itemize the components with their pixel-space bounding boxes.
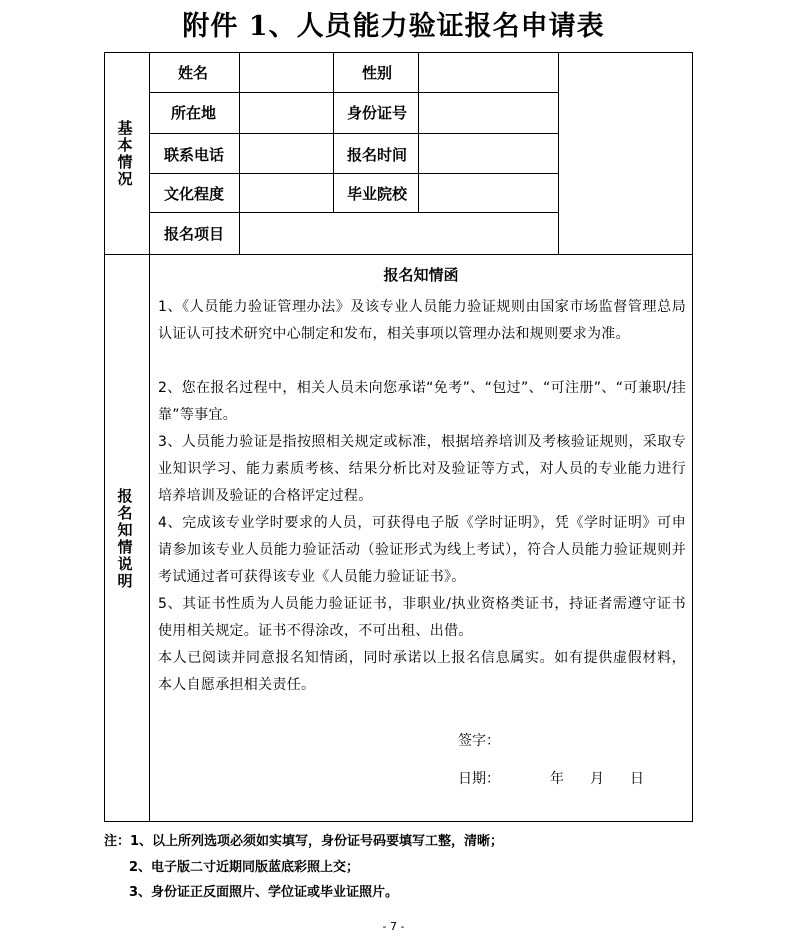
notice-paragraph-2: 2、您在报名过程中，相关人员未向您承诺“免考”、“包过”、“可注册”、“可兼职/挂靠”等事宜。 bbox=[158, 380, 686, 423]
id-number-label: 身份证号 bbox=[347, 104, 408, 122]
section-basic-label: 基本情况 bbox=[117, 119, 133, 188]
phone-input[interactable] bbox=[240, 134, 333, 173]
project-label: 报名项目 bbox=[164, 225, 225, 243]
table-line bbox=[149, 52, 150, 822]
signature-field[interactable] bbox=[500, 728, 680, 750]
notice-paragraph-6: 本人已阅读并同意报名知情函，同时承诺以上报名信息属实。如有提供虚假材料，本人自愿承担相关责任。 bbox=[158, 650, 686, 693]
location-input[interactable] bbox=[240, 93, 333, 133]
name-label: 姓名 bbox=[178, 64, 209, 82]
table-line bbox=[333, 52, 334, 213]
notice-paragraph-4: 4、完成该专业学时要求的人员，可获得电子版《学时证明》，凭《学时证明》可申请参加该专业人员能力验证活动（验证形式为线上考试），符合人员能力验证规则并考试通过者可获得该专业《人员能力验证证书》。 bbox=[158, 515, 686, 585]
name-input[interactable] bbox=[240, 53, 333, 92]
id-number-input[interactable] bbox=[419, 93, 558, 133]
education-input[interactable] bbox=[240, 174, 333, 212]
phone-label: 联系电话 bbox=[164, 146, 225, 164]
register-time-label: 报名时间 bbox=[347, 146, 408, 164]
education-label: 文化程度 bbox=[164, 185, 225, 203]
notice-paragraph-5: 5、其证书性质为人员能力验证证书，非职业/执业资格类证书，持证者需遵守证书使用相关规定。证书不得涂改，不可出租、出借。 bbox=[158, 596, 686, 639]
date-label: 日期： bbox=[458, 771, 500, 787]
register-time-input[interactable] bbox=[419, 134, 558, 173]
table-line bbox=[104, 254, 693, 255]
section-notice-label: 报名知情说明 bbox=[117, 487, 133, 590]
gender-input[interactable] bbox=[419, 53, 558, 92]
note-3: 3、身份证正反面照片、学位证或毕业证照片。 bbox=[129, 885, 399, 900]
gender-label: 性别 bbox=[362, 64, 393, 82]
notice-title: 报名知情函 bbox=[383, 266, 459, 284]
date-month: 月 bbox=[590, 771, 604, 787]
notice-paragraph-3: 3、人员能力验证是指按照相关规定或标准，根据培养培训及考核验证规则，采取专业知识学习、能力素质考核、结果分析比对及验证等方式，对人员的专业能力进行培养培训及验证的合格评定过程。 bbox=[158, 434, 686, 504]
note-1: 注：1、以上所列选项必须如实填写，身份证号码要填写工整，清晰； bbox=[104, 834, 504, 849]
date-day: 日 bbox=[630, 771, 644, 787]
project-input[interactable] bbox=[240, 213, 558, 254]
note-2: 2、电子版二寸近期同版蓝底彩照上交； bbox=[129, 860, 360, 875]
photo-area[interactable] bbox=[559, 53, 692, 254]
school-input[interactable] bbox=[419, 174, 558, 212]
page-title: 附件 1、人员能力验证报名申请表 bbox=[182, 11, 605, 42]
sign-label: 签字： bbox=[458, 733, 500, 749]
date-year: 年 bbox=[550, 771, 564, 787]
notice-paragraph-1: 1、《人员能力验证管理办法》及该专业人员能力验证规则由国家市场监督管理总局认证认可技术研究中心制定和发布，相关事项以管理办法和规则要求为准。 bbox=[158, 299, 686, 342]
school-label: 毕业院校 bbox=[347, 185, 408, 203]
location-label: 所在地 bbox=[171, 104, 217, 122]
page-number: - 7 - bbox=[382, 920, 405, 933]
